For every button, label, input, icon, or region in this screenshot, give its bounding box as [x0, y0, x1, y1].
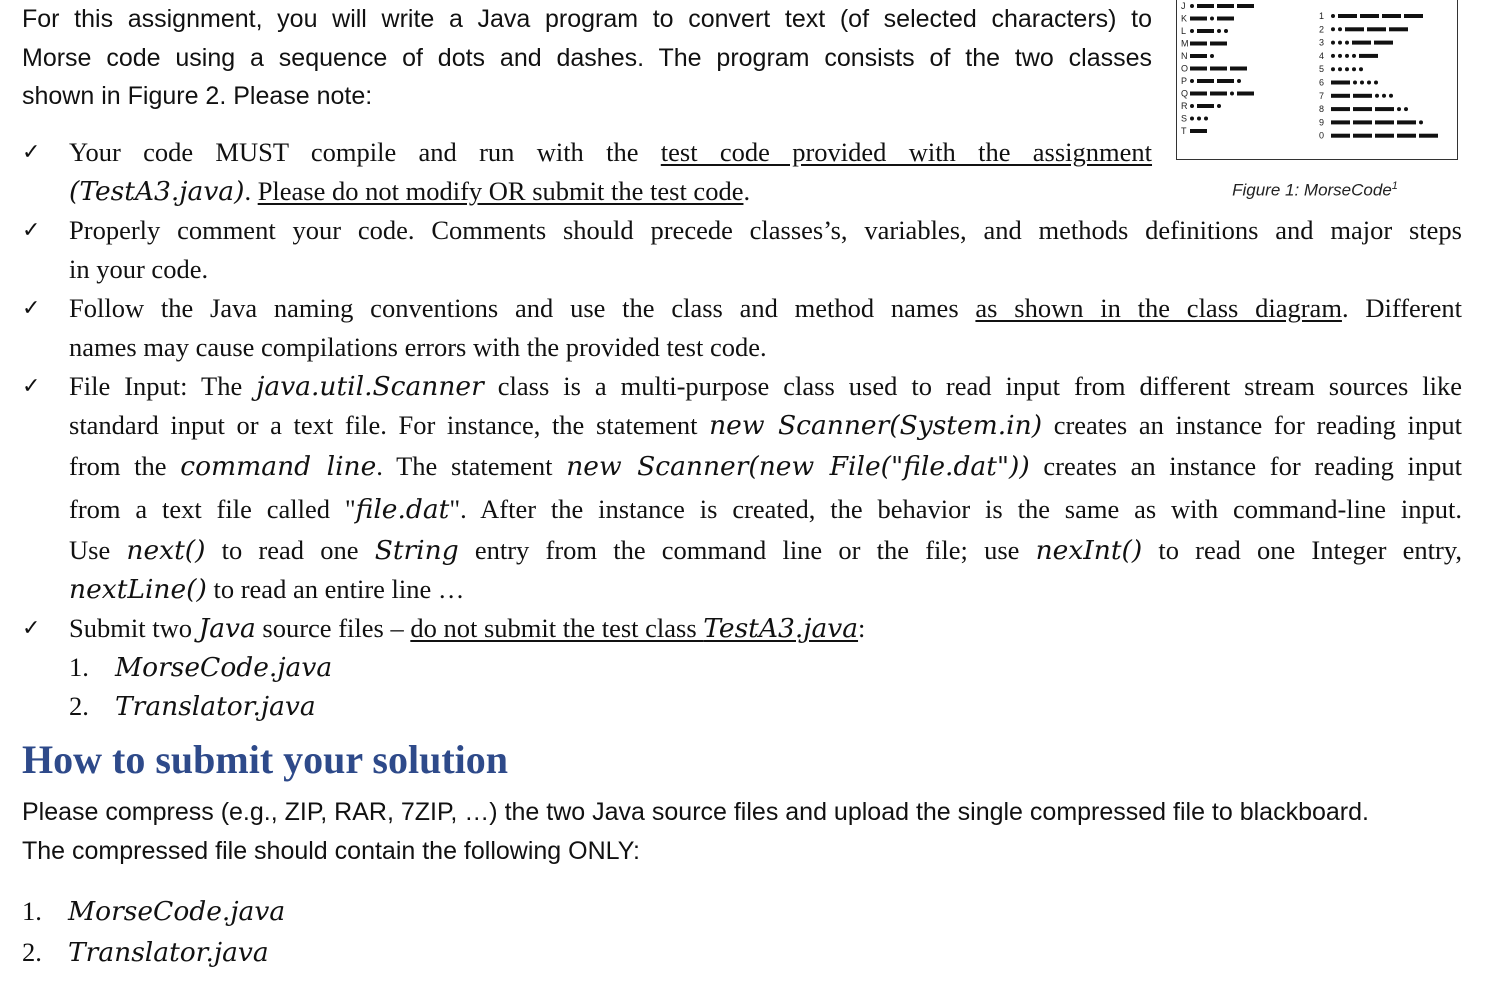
- digit-label: 7: [1319, 90, 1325, 101]
- requirement-line: [69, 531, 1462, 570]
- morse-dot: [1397, 107, 1401, 111]
- requirement-line: [69, 609, 1462, 648]
- text: . The statement: [376, 451, 567, 481]
- morse-dot: [1331, 41, 1335, 45]
- morse-dash: [1217, 79, 1234, 83]
- file-name: MorseCode.java: [115, 652, 333, 683]
- requirement-line: [69, 406, 1462, 445]
- morse-dot: [1352, 54, 1356, 58]
- text: from a text file called ": [69, 494, 356, 524]
- morse-dash: [1190, 17, 1207, 21]
- file-list-item: [22, 932, 285, 973]
- file-name: MorseCode.java: [68, 896, 286, 927]
- file-list-item: [69, 687, 1462, 726]
- do-not-modify-note: Please do not modify OR submit the test code: [257, 176, 744, 206]
- morse-dash: [1352, 41, 1371, 45]
- morse-dot: [1190, 79, 1194, 83]
- morse-dot: [1190, 4, 1194, 8]
- morse-dot: [1389, 94, 1393, 98]
- letter-label: K: [1181, 13, 1188, 24]
- morse-dot: [1419, 120, 1423, 124]
- morse-dot: [1224, 29, 1228, 33]
- text: Submit two: [69, 613, 199, 643]
- check-icon: ✓: [22, 218, 41, 243]
- morse-dot: [1331, 27, 1335, 31]
- morse-dot: [1360, 81, 1364, 85]
- morse-dash: [1389, 27, 1408, 31]
- morse-dot: [1210, 54, 1214, 58]
- morse-dash: [1190, 42, 1207, 46]
- letter-label: N: [1181, 51, 1188, 61]
- submission-instructions: [22, 793, 1462, 871]
- letter-label: J: [1181, 1, 1186, 11]
- file-name: Translator.java: [68, 937, 269, 968]
- morse-dash: [1353, 107, 1372, 111]
- morse-dot: [1217, 29, 1221, 33]
- morse-dot: [1338, 67, 1342, 71]
- code-term: new Scanner(System.in): [709, 410, 1043, 441]
- morse-dot: [1190, 29, 1194, 33]
- morse-dash: [1217, 4, 1234, 8]
- intro-line: shown in Figure 2. Please note:: [22, 82, 373, 110]
- text: :: [858, 613, 866, 643]
- morse-dot: [1331, 54, 1335, 58]
- requirement-line: [69, 445, 1462, 488]
- list-number: 1.: [22, 896, 42, 926]
- morse-dash: [1197, 79, 1214, 83]
- morse-dot: [1345, 54, 1349, 58]
- morse-dot: [1345, 41, 1349, 45]
- morse-dash: [1210, 42, 1227, 46]
- instruction-line: Please compress (e.g., ZIP, RAR, 7ZIP, …) the two Java source files and upload the single compressed file to blackboard.: [22, 798, 1369, 826]
- code-term: file.dat: [355, 494, 450, 525]
- requirement-line: in your code.: [69, 254, 209, 284]
- morse-dot: [1338, 27, 1342, 31]
- check-icon: ✓: [22, 296, 41, 321]
- morse-dash: [1331, 107, 1350, 111]
- test-file-name: TestA3.java: [703, 613, 859, 644]
- test-code-link[interactable]: test code provided with the assignment: [660, 137, 1153, 167]
- code-term: java.util.Scanner: [256, 371, 484, 402]
- morse-dash: [1375, 107, 1394, 111]
- text: to read one Integer entry,: [1142, 535, 1462, 565]
- morse-dash: [1237, 92, 1254, 96]
- morse-dash: [1353, 120, 1372, 124]
- code-term: nextLine(): [69, 574, 207, 605]
- requirements-list: [22, 130, 1462, 726]
- digit-label: 0: [1319, 130, 1325, 141]
- morse-dash: [1374, 41, 1393, 45]
- requirement-line: Properly comment your code. Comments should precede classes’s, variables, and methods definitions and major steps: [69, 215, 1462, 245]
- morse-dash: [1331, 94, 1350, 98]
- file-list-item: [22, 891, 285, 932]
- morse-dot: [1375, 94, 1379, 98]
- morse-dot: [1331, 67, 1335, 71]
- digit-label: 1: [1319, 11, 1325, 21]
- morse-dash: [1367, 27, 1386, 31]
- instruction-line: The compressed file should contain the following ONLY:: [22, 837, 640, 865]
- digit-label: 5: [1319, 64, 1325, 75]
- figure-caption-text: Figure 1: MorseCode: [1232, 180, 1392, 200]
- do-not-submit-note: [410, 613, 858, 643]
- figure-caption-footnote: 1: [1391, 180, 1398, 192]
- requirement-line: [69, 488, 1462, 531]
- requirement-line: [69, 133, 1152, 172]
- morse-dash: [1197, 4, 1214, 8]
- test-file-name: (TestA3.java): [69, 176, 245, 207]
- letter-label: S: [1181, 113, 1188, 124]
- digit-label: 4: [1319, 50, 1325, 61]
- text: standard input or a text file. For instance, the statement: [69, 410, 710, 440]
- letter-label: Q: [1181, 88, 1189, 99]
- morse-dot: [1230, 92, 1234, 96]
- digit-label: 6: [1319, 77, 1325, 88]
- morse-dash: [1237, 4, 1254, 8]
- text: creates an instance for reading input: [1042, 410, 1462, 440]
- digit-label: 2: [1319, 24, 1325, 35]
- list-number: 2.: [22, 937, 42, 967]
- text: from the: [69, 451, 181, 481]
- class-diagram-reference: as shown in the class diagram: [975, 293, 1342, 323]
- intro-line: Morse code using a sequence of dots and dashes. The program consists of the two classes: [22, 43, 1152, 72]
- list-number: 2.: [69, 691, 89, 721]
- morse-dash: [1331, 81, 1350, 85]
- text: do not submit the test class: [410, 613, 704, 643]
- morse-dash: [1375, 120, 1394, 124]
- file-list-item: [69, 648, 1462, 687]
- morse-dot: [1197, 117, 1201, 121]
- morse-dash: [1190, 67, 1207, 71]
- requirement-item: [22, 130, 1462, 211]
- morse-dash: [1230, 67, 1247, 71]
- morse-dot: [1190, 117, 1194, 121]
- text: Your code MUST compile and run with the: [69, 137, 661, 167]
- check-icon: ✓: [22, 616, 41, 641]
- morse-dash: [1210, 92, 1227, 96]
- list-number: 1.: [69, 652, 89, 682]
- intro-line: For this assignment, you will write a Java program to convert text (of selected characters) to: [22, 5, 1152, 33]
- text: class is a multi-purpose class used to read input from different stream sources like: [483, 371, 1462, 401]
- code-term: next(): [126, 535, 206, 566]
- morse-dash: [1197, 104, 1214, 108]
- code-term: nexInt(): [1035, 535, 1143, 566]
- morse-dash: [1353, 94, 1372, 98]
- requirement-line: [69, 172, 1462, 211]
- code-term: String: [374, 535, 459, 566]
- morse-dot: [1359, 67, 1363, 71]
- morse-dot: [1382, 94, 1386, 98]
- text: source files –: [255, 613, 411, 643]
- morse-dash: [1190, 92, 1207, 96]
- requirement-item: [22, 211, 1462, 289]
- submission-file-list: [22, 891, 285, 973]
- morse-dash: [1210, 67, 1227, 71]
- morse-dot: [1367, 81, 1371, 85]
- code-term: new Scanner(new File("file.dat")): [566, 451, 1030, 482]
- digit-label: 3: [1319, 37, 1325, 48]
- morse-dot: [1338, 54, 1342, 58]
- morse-dot: [1353, 81, 1357, 85]
- requirement-line: [69, 570, 1462, 609]
- digit-label: 9: [1319, 117, 1325, 128]
- requirement-line: [69, 367, 1462, 406]
- code-term: Java: [198, 613, 256, 644]
- text: . Different: [1341, 293, 1462, 323]
- morse-dash: [1331, 120, 1350, 124]
- section-heading: How to submit your solution: [22, 737, 509, 782]
- text: to read an entire line …: [206, 574, 465, 604]
- morse-dot: [1352, 67, 1356, 71]
- morse-dot: [1338, 41, 1342, 45]
- check-icon: ✓: [22, 374, 41, 399]
- morse-dash: [1338, 14, 1357, 18]
- morse-dash: [1397, 120, 1416, 124]
- text: ". After the instance is created, the behavior is the same as with command-line input.: [449, 494, 1462, 524]
- morse-dot: [1190, 104, 1194, 108]
- requirement-item: [22, 289, 1462, 367]
- check-icon: ✓: [22, 140, 41, 165]
- morse-dash: [1345, 27, 1364, 31]
- letter-label: R: [1181, 101, 1188, 111]
- morse-dot: [1237, 79, 1241, 83]
- morse-dot: [1404, 107, 1408, 111]
- morse-dot: [1217, 104, 1221, 108]
- morse-dot: [1374, 81, 1378, 85]
- letter-label: O: [1181, 63, 1189, 74]
- letter-label: L: [1181, 26, 1187, 36]
- morse-dash: [1404, 14, 1423, 18]
- requirement-item: [22, 367, 1462, 609]
- morse-dash: [1360, 14, 1379, 18]
- text: File Input: The: [69, 371, 257, 401]
- intro-paragraph: [22, 0, 1152, 116]
- text: Follow the Java naming conventions and use the class and method names: [69, 293, 976, 323]
- morse-dot: [1204, 117, 1208, 121]
- text: to read one: [205, 535, 375, 565]
- morse-dash: [1190, 54, 1207, 58]
- digit-label: 8: [1319, 104, 1325, 115]
- file-name: Translator.java: [115, 691, 316, 722]
- letter-label: M: [1181, 38, 1189, 49]
- text: entry from the command line or the file; use: [458, 535, 1036, 565]
- requirement-line: names may cause compilations errors with the provided test code.: [69, 332, 767, 362]
- morse-dot: [1345, 67, 1349, 71]
- morse-dash: [1382, 14, 1401, 18]
- morse-dash: [1197, 29, 1214, 33]
- requirement-line: [69, 289, 1462, 328]
- text: Use: [69, 535, 127, 565]
- morse-dot: [1331, 14, 1335, 18]
- morse-dash: [1217, 17, 1234, 21]
- morse-dot: [1210, 17, 1214, 21]
- morse-dash: [1359, 54, 1378, 58]
- text: .: [244, 176, 258, 206]
- code-term: command line: [180, 451, 377, 482]
- letter-label: P: [1181, 76, 1188, 86]
- letter-label: T: [1181, 126, 1187, 136]
- text: creates an instance for reading input: [1029, 451, 1462, 481]
- text: .: [743, 176, 751, 206]
- requirement-item: [22, 609, 1462, 726]
